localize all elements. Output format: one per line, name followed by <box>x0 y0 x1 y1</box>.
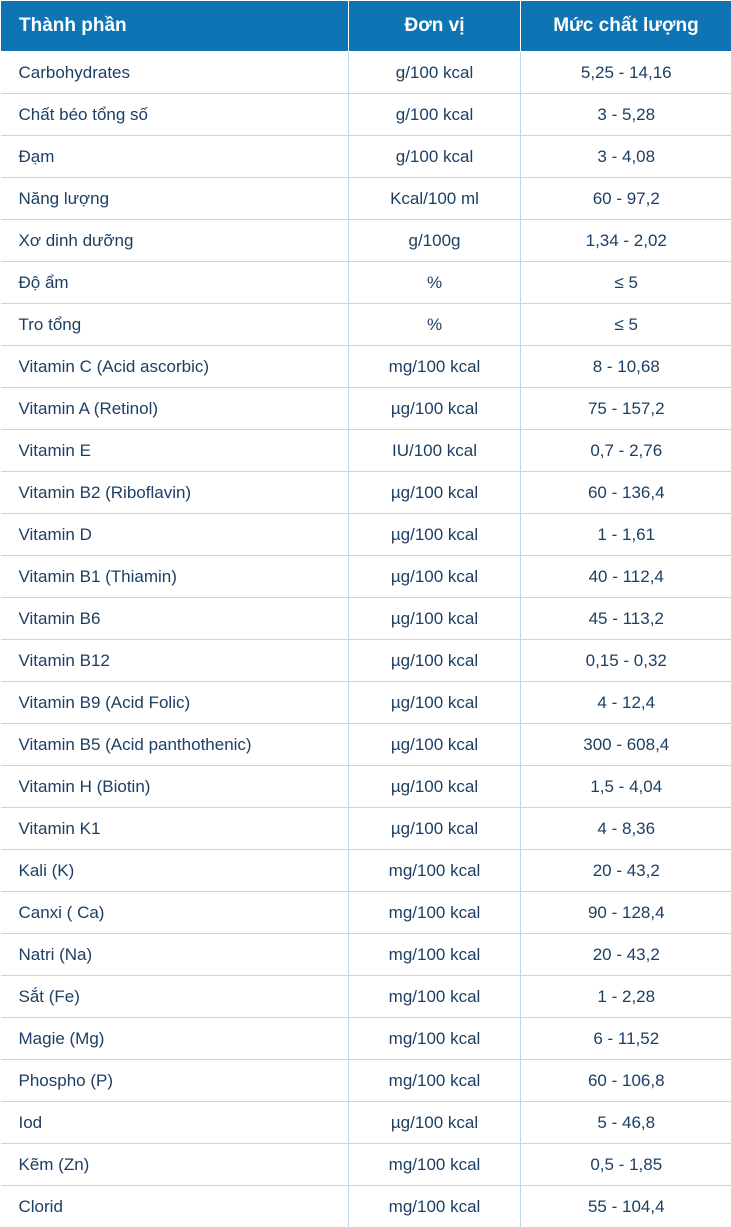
cell-quality-level: 75 - 157,2 <box>521 388 731 430</box>
cell-ingredient: Vitamin D <box>1 514 349 556</box>
table-row <box>1 304 731 346</box>
cell-unit: % <box>349 262 521 304</box>
cell-quality-level: 90 - 128,4 <box>521 892 731 934</box>
cell-unit: g/100 kcal <box>349 52 521 94</box>
cell-unit: µg/100 kcal <box>349 598 521 640</box>
cell-quality-level: 4 - 12,4 <box>521 682 731 724</box>
cell-unit: mg/100 kcal <box>349 976 521 1018</box>
cell-quality-level: 3 - 5,28 <box>521 94 731 136</box>
cell-unit: µg/100 kcal <box>349 808 521 850</box>
cell-ingredient: Xơ dinh dưỡng <box>1 220 349 262</box>
cell-quality-level: 300 - 608,4 <box>521 724 731 766</box>
cell-unit: % <box>349 304 521 346</box>
table-row <box>1 976 731 1018</box>
cell-unit: mg/100 kcal <box>349 1018 521 1060</box>
cell-ingredient: Vitamin B2 (Riboflavin) <box>1 472 349 514</box>
cell-unit: µg/100 kcal <box>349 766 521 808</box>
column-header-quality-level: Mức chất lượng <box>521 1 731 52</box>
table-row <box>1 472 731 514</box>
cell-ingredient: Vitamin B6 <box>1 598 349 640</box>
cell-quality-level: 55 - 104,4 <box>521 1186 731 1227</box>
table-header <box>1 1 731 52</box>
cell-ingredient: Đạm <box>1 136 349 178</box>
table-header-row <box>1 1 731 52</box>
cell-unit: Kcal/100 ml <box>349 178 521 220</box>
cell-quality-level: 40 - 112,4 <box>521 556 731 598</box>
table-row <box>1 766 731 808</box>
cell-unit: IU/100 kcal <box>349 430 521 472</box>
table-row <box>1 556 731 598</box>
cell-quality-level: 60 - 97,2 <box>521 178 731 220</box>
cell-quality-level: 4 - 8,36 <box>521 808 731 850</box>
table-row <box>1 430 731 472</box>
table-row <box>1 850 731 892</box>
table-body <box>1 52 731 1227</box>
cell-quality-level: 0,15 - 0,32 <box>521 640 731 682</box>
table-row <box>1 640 731 682</box>
cell-unit: µg/100 kcal <box>349 472 521 514</box>
cell-unit: mg/100 kcal <box>349 1144 521 1186</box>
cell-unit: µg/100 kcal <box>349 682 521 724</box>
cell-unit: mg/100 kcal <box>349 1060 521 1102</box>
cell-quality-level: ≤ 5 <box>521 304 731 346</box>
cell-unit: µg/100 kcal <box>349 640 521 682</box>
cell-quality-level: 1,5 - 4,04 <box>521 766 731 808</box>
table-row <box>1 724 731 766</box>
cell-quality-level: 0,7 - 2,76 <box>521 430 731 472</box>
cell-ingredient: Carbohydrates <box>1 52 349 94</box>
cell-unit: g/100 kcal <box>349 94 521 136</box>
cell-unit: mg/100 kcal <box>349 850 521 892</box>
cell-quality-level: 20 - 43,2 <box>521 850 731 892</box>
cell-unit: g/100g <box>349 220 521 262</box>
cell-ingredient: Canxi ( Ca) <box>1 892 349 934</box>
cell-ingredient: Magie (Mg) <box>1 1018 349 1060</box>
cell-unit: µg/100 kcal <box>349 514 521 556</box>
table-row <box>1 52 731 94</box>
cell-ingredient: Chất béo tổng số <box>1 94 349 136</box>
column-header-unit: Đơn vị <box>349 1 521 52</box>
cell-unit: mg/100 kcal <box>349 892 521 934</box>
cell-quality-level: 5,25 - 14,16 <box>521 52 731 94</box>
cell-unit: µg/100 kcal <box>349 388 521 430</box>
table-row <box>1 598 731 640</box>
cell-ingredient: Năng lượng <box>1 178 349 220</box>
table-row <box>1 388 731 430</box>
cell-ingredient: Vitamin C (Acid ascorbic) <box>1 346 349 388</box>
table-row <box>1 808 731 850</box>
table-row <box>1 1060 731 1102</box>
cell-ingredient: Vitamin E <box>1 430 349 472</box>
cell-ingredient: Clorid <box>1 1186 349 1227</box>
cell-unit: µg/100 kcal <box>349 556 521 598</box>
table-row <box>1 682 731 724</box>
cell-ingredient: Vitamin A (Retinol) <box>1 388 349 430</box>
cell-ingredient: Vitamin K1 <box>1 808 349 850</box>
table-row <box>1 514 731 556</box>
table-row <box>1 892 731 934</box>
cell-quality-level: 1 - 1,61 <box>521 514 731 556</box>
cell-unit: g/100 kcal <box>349 136 521 178</box>
cell-ingredient: Vitamin B12 <box>1 640 349 682</box>
cell-quality-level: 6 - 11,52 <box>521 1018 731 1060</box>
table-row <box>1 1144 731 1186</box>
table-row <box>1 94 731 136</box>
cell-unit: mg/100 kcal <box>349 1186 521 1227</box>
cell-quality-level: 20 - 43,2 <box>521 934 731 976</box>
cell-ingredient: Natri (Na) <box>1 934 349 976</box>
cell-quality-level: 1,34 - 2,02 <box>521 220 731 262</box>
table-row <box>1 934 731 976</box>
cell-ingredient: Vitamin B5 (Acid panthothenic) <box>1 724 349 766</box>
cell-quality-level: 0,5 - 1,85 <box>521 1144 731 1186</box>
cell-ingredient: Kẽm (Zn) <box>1 1144 349 1186</box>
cell-ingredient: Vitamin B9 (Acid Folic) <box>1 682 349 724</box>
cell-ingredient: Vitamin B1 (Thiamin) <box>1 556 349 598</box>
table-row <box>1 1102 731 1144</box>
cell-quality-level: 8 - 10,68 <box>521 346 731 388</box>
table-row <box>1 1018 731 1060</box>
cell-unit: mg/100 kcal <box>349 346 521 388</box>
cell-quality-level: 60 - 136,4 <box>521 472 731 514</box>
table-row <box>1 1186 731 1227</box>
table-row <box>1 178 731 220</box>
cell-quality-level: 3 - 4,08 <box>521 136 731 178</box>
cell-unit: µg/100 kcal <box>349 724 521 766</box>
cell-ingredient: Kali (K) <box>1 850 349 892</box>
cell-unit: µg/100 kcal <box>349 1102 521 1144</box>
cell-ingredient: Độ ẩm <box>1 262 349 304</box>
cell-quality-level: 1 - 2,28 <box>521 976 731 1018</box>
table-row <box>1 346 731 388</box>
cell-quality-level: 60 - 106,8 <box>521 1060 731 1102</box>
cell-ingredient: Vitamin H (Biotin) <box>1 766 349 808</box>
cell-quality-level: 45 - 113,2 <box>521 598 731 640</box>
cell-ingredient: Sắt (Fe) <box>1 976 349 1018</box>
column-header-ingredient: Thành phần <box>1 1 349 52</box>
cell-quality-level: 5 - 46,8 <box>521 1102 731 1144</box>
cell-quality-level: ≤ 5 <box>521 262 731 304</box>
cell-unit: mg/100 kcal <box>349 934 521 976</box>
cell-ingredient: Iod <box>1 1102 349 1144</box>
cell-ingredient: Tro tổng <box>1 304 349 346</box>
table-row <box>1 262 731 304</box>
table-row <box>1 136 731 178</box>
table-row <box>1 220 731 262</box>
cell-ingredient: Phospho (P) <box>1 1060 349 1102</box>
